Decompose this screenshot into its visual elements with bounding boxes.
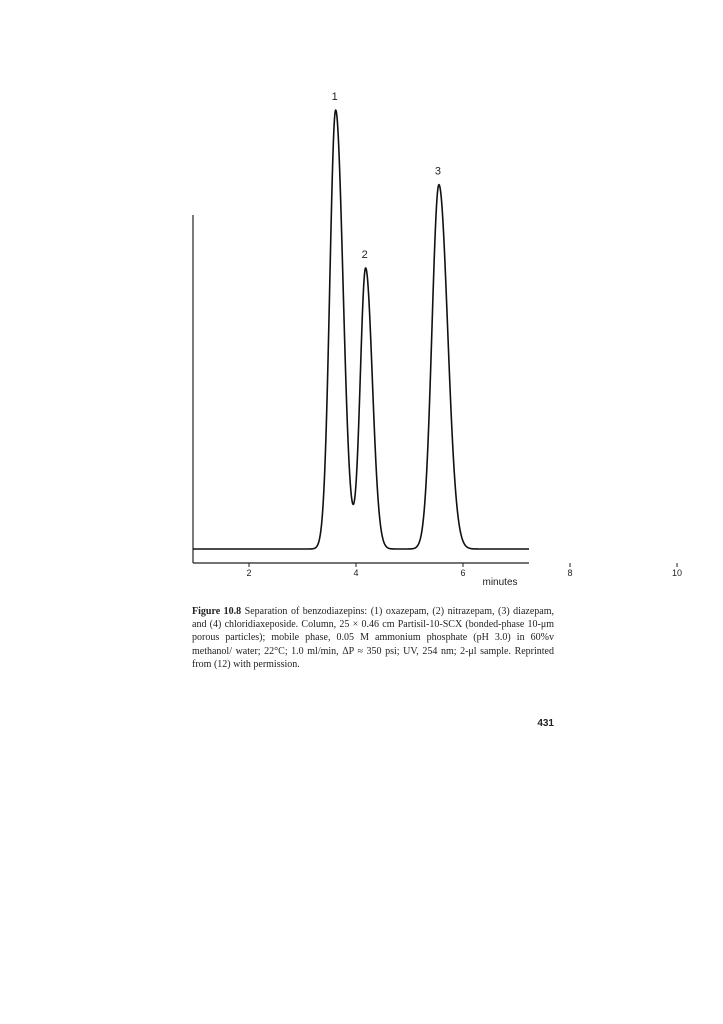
x-tick-label-10: 10	[671, 568, 683, 578]
figure-label: Figure 10.8	[192, 606, 242, 617]
x-axis-title: minutes	[482, 577, 518, 588]
x-tick-label-4: 4	[353, 568, 359, 578]
x-tick-label-8: 8	[567, 568, 573, 578]
page-number: 431	[537, 718, 554, 729]
figure-caption	[192, 605, 554, 671]
x-axis-ticks	[246, 563, 723, 578]
peak-labels	[332, 91, 723, 344]
peak-label-3: 3	[434, 165, 441, 178]
chromatogram-trace	[193, 110, 529, 549]
peak-label-2: 2	[361, 249, 368, 262]
peak-label-1: 1	[331, 91, 338, 103]
caption-text: Separation of benzodiazepins: (1) oxazepam, (2) nitrazepam, (3) diazepam, and (4) chloridiaxeposide. Column, 25 × 0.46 cm Partisil-10-SCX (bonded-phase 10-μm porous particles); mobile phase, 0.05 M ammonium phosphate (pH 3.0) in 60%v methanol/ water; 22°C; 1.0 ml/min, ΔP ≈ 350 psi; UV, 254 nm; 2-μl sample. Reprinted from (12) with permission.	[192, 606, 554, 670]
x-tick-label-6: 6	[460, 568, 466, 578]
x-tick-label-2: 2	[246, 568, 252, 578]
